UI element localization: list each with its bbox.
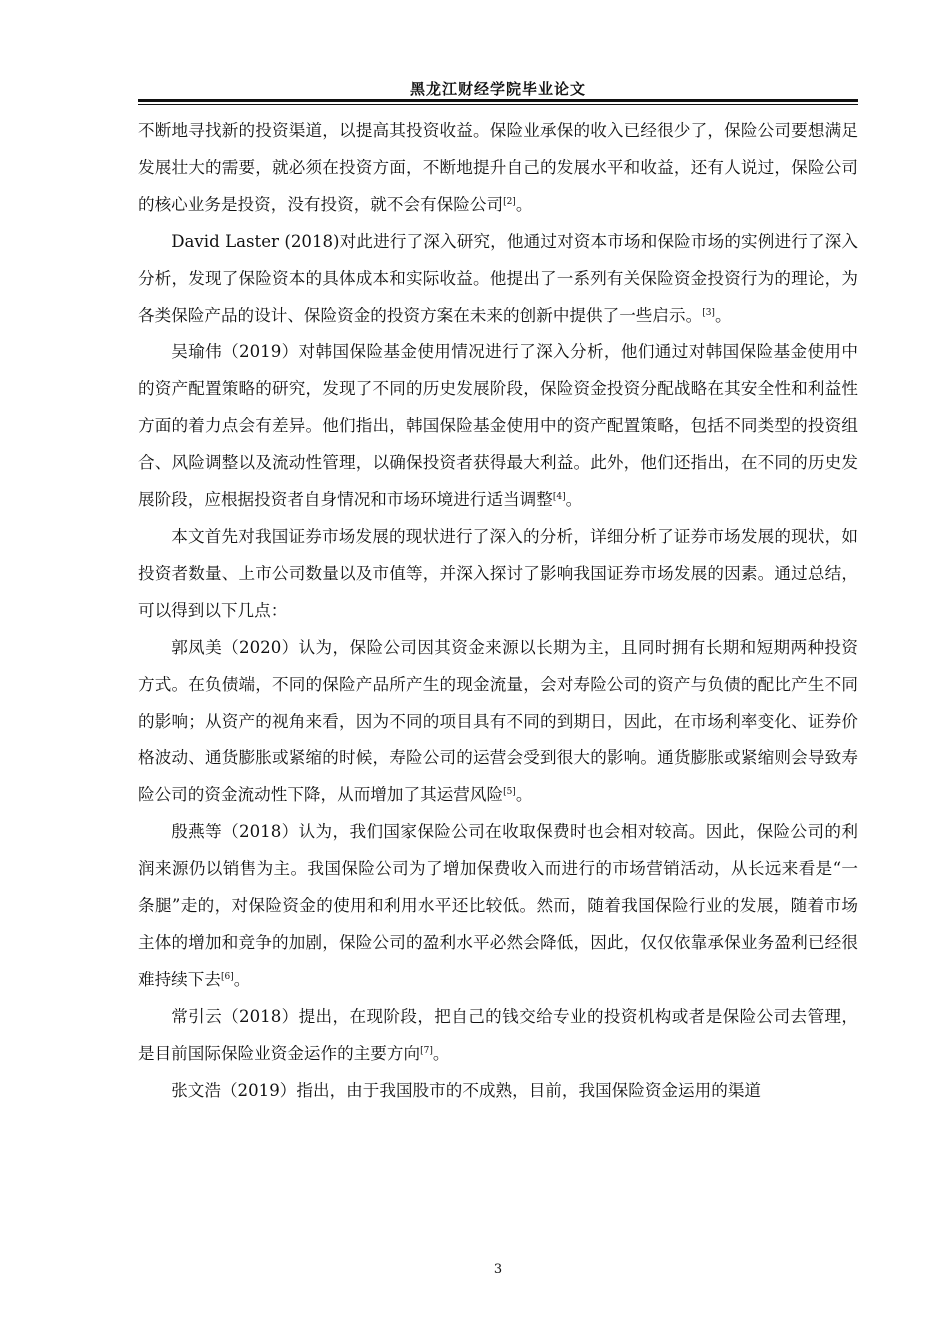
page-header-title: 黑龙江财经学院毕业论文 bbox=[409, 80, 586, 98]
paragraph-7 bbox=[138, 999, 858, 1073]
paragraph-text: 郭凤美（2020）认为，保险公司因其资金来源以长期为主，且同时拥有长期和短期两种投资方式。在负债端，不同的保险产品所产生的现金流量，会对寿险公司的资产与负债的配比产生不同的影响；从资产的视角来看，因为不同的项目具有不同的到期日，因此，在市场利率变化、证券价格波动、通货膨胀或紧缩的时候，寿险公司的运营会受到很大的影响。通货膨胀或紧缩则会导致寿险公司的资金流动性下降，从而增加了其运营风险 bbox=[138, 637, 858, 805]
citation-ref: [3] bbox=[702, 307, 715, 318]
paragraph-text: 殷燕等（2018）认为，我们国家保险公司在收取保费时也会相对较高。因此，保险公司的利润来源仍以销售为主。我国保险公司为了增加保费收入而进行的市场营销活动，从长远来看是“一条腿”走的，对保险资金的使用和利用水平还比较低。然而，随着我国保险行业的发展，随着市场主体的增加和竞争的加剧，保险公司的盈利水平必然会降低，因此，仅仅依靠承保业务盈利已经很难持续下去 bbox=[138, 822, 858, 989]
paragraph-2 bbox=[138, 224, 858, 335]
paragraph-text: 不断地寻找新的投资渠道，以提高其投资收益。保险业承保的收入已经很少了，保险公司要想满足发展壮大的需要，就必须在投资方面，不断地提升自己的发展水平和收益，还有人说过，保险公司的核心业务是投资，没有投资，就不会有保险公司 bbox=[138, 121, 858, 214]
paragraph-end: 。 bbox=[432, 1043, 450, 1063]
paragraph-3 bbox=[138, 334, 858, 519]
paragraph-1 bbox=[138, 113, 858, 224]
citation-ref: [5] bbox=[503, 787, 516, 798]
paragraph-8 bbox=[138, 1073, 858, 1110]
header-rule-thin bbox=[138, 104, 858, 105]
paragraph-text: 张文浩（2019）指出，由于我国股市的不成熟，目前，我国保险资金运用的渠道 bbox=[171, 1080, 762, 1100]
paragraph-text: David Laster (2018)对此进行了深入研究，他通过对资本市场和保险市场的实例进行了深入分析，发现了保险资本的具体成本和实际收益。他提出了一系列有关保险资金投资行为的理论，为各类保险产品的设计、保险资金的投资方案在未来的创新中提供了一些启示。 bbox=[138, 231, 858, 325]
body-text bbox=[138, 113, 858, 1109]
header-rule-thick bbox=[138, 99, 858, 102]
paragraph-6 bbox=[138, 814, 858, 999]
citation-ref: [7] bbox=[420, 1045, 433, 1056]
paragraph-text: 吴瑜伟（2019）对韩国保险基金使用情况进行了深入分析，他们通过对韩国保险基金使用中的资产配置策略的研究，发现了不同的历史发展阶段，保险资金投资分配战略在其安全性和利益性方面的着力点会有差异。他们指出，韩国保险基金使用中的资产配置策略，包括不同类型的投资组合、风险调整以及流动性管理，以确保投资者获得最大利益。此外，他们还指出，在不同的历史发展阶段，应根据投资者自身情况和市场环境进行适当调整 bbox=[138, 342, 858, 510]
paragraph-end: 。 bbox=[515, 785, 533, 805]
paragraph-4 bbox=[138, 519, 858, 630]
paragraph-text: 本文首先对我国证券市场发展的现状进行了深入的分析，详细分析了证券市场发展的现状，如投资者数量、上市公司数量以及市值等，并深入探讨了影响我国证券市场发展的因素。通过总结，可以得到以下几点： bbox=[138, 526, 858, 620]
paragraph-end: 。 bbox=[515, 194, 533, 214]
paragraph-5 bbox=[138, 630, 858, 815]
paragraph-end: 。 bbox=[233, 969, 251, 989]
citation-ref: [6] bbox=[220, 971, 234, 982]
citation-ref: [2] bbox=[503, 196, 516, 207]
paragraph-end: 。 bbox=[714, 305, 732, 325]
paragraph-end: 。 bbox=[565, 490, 583, 510]
citation-ref: [4] bbox=[552, 492, 566, 503]
paragraph-text: 常引云（2018）提出，在现阶段，把自己的钱交给专业的投资机构或者是保险公司去管理，是目前国际保险业资金运作的主要方向 bbox=[138, 1006, 858, 1063]
page-number: 3 bbox=[493, 1262, 503, 1277]
